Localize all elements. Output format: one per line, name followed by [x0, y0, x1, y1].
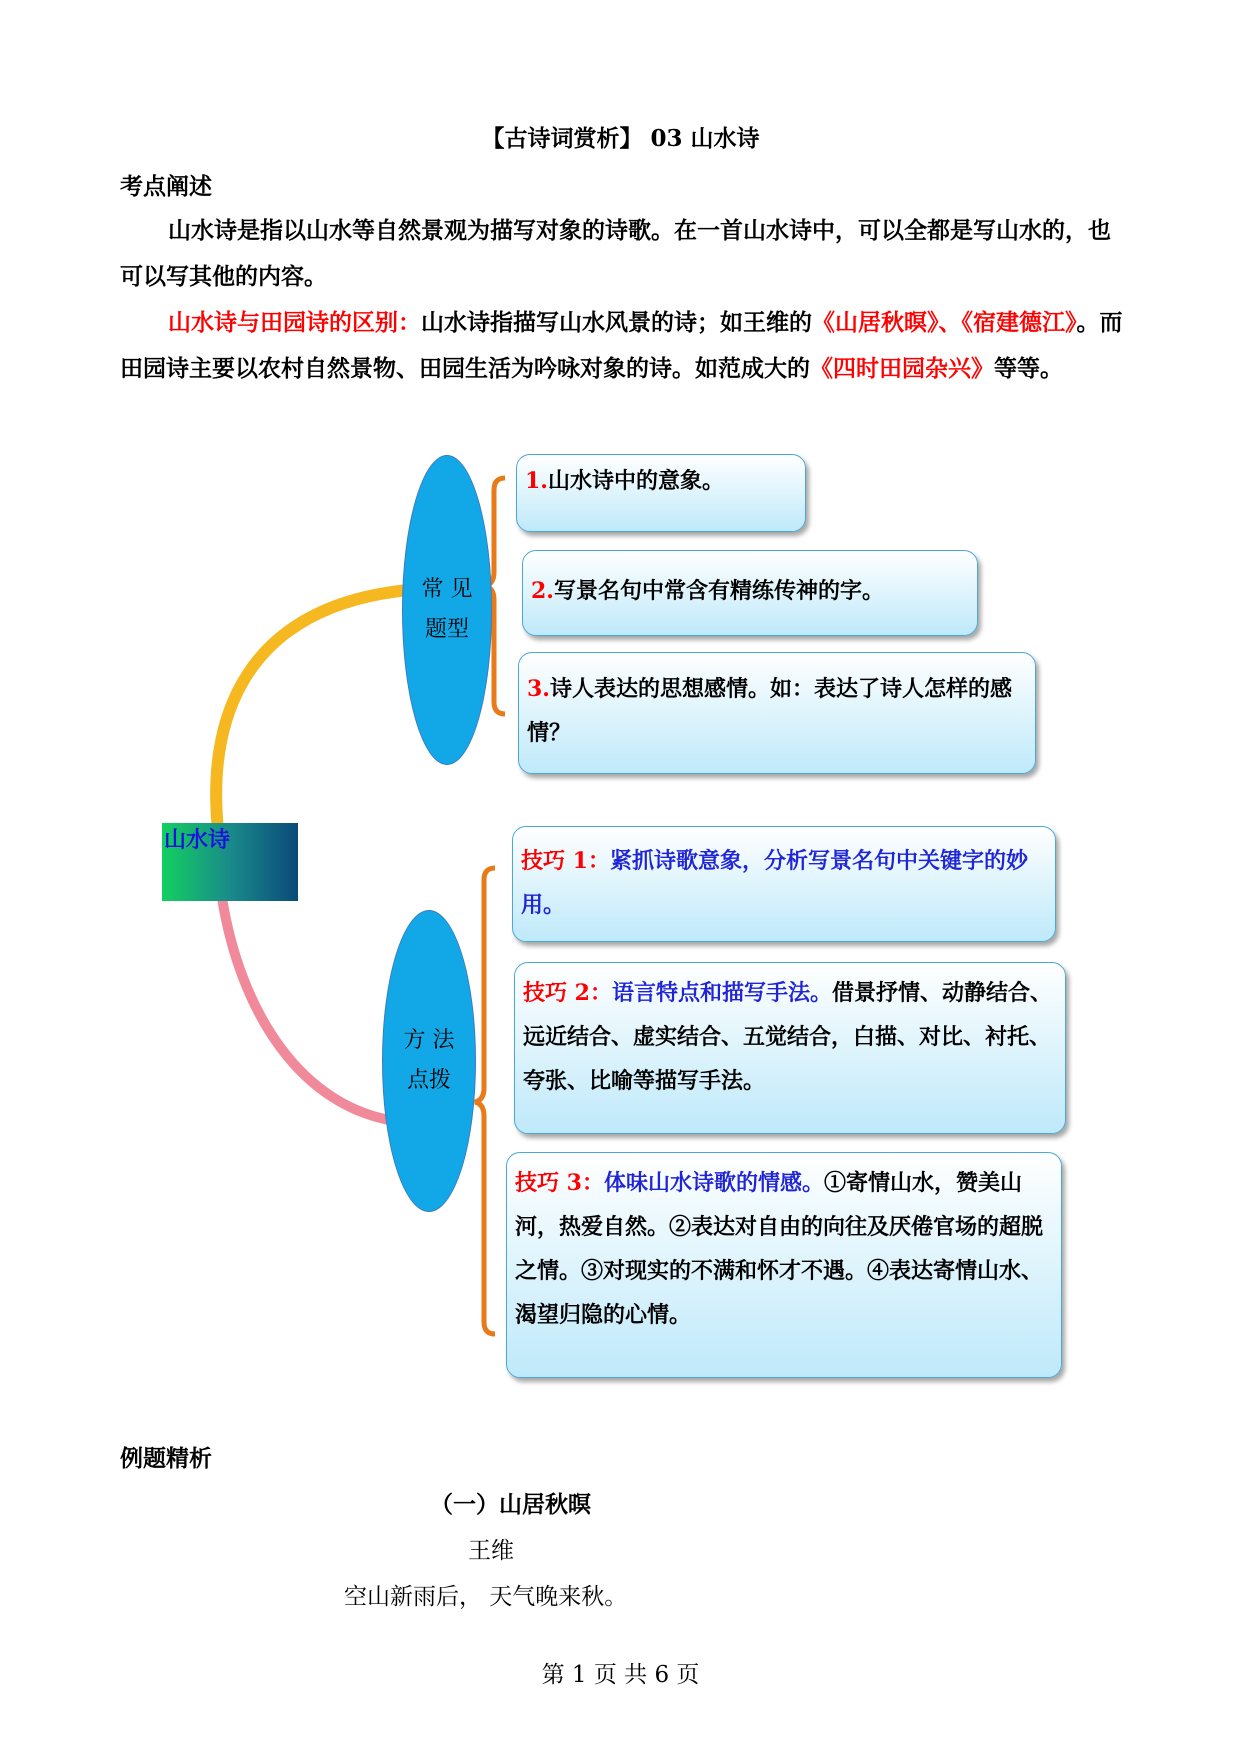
type-1-text: 山水诗中的意象。 [547, 468, 724, 494]
difference-text-2: 。而田园诗主要以农村自然景物、田园生活为吟咏对象的诗。如范成大的 [120, 309, 1123, 382]
tip-box-1 [512, 826, 1056, 942]
branch-common-types-label-2: 题型 [424, 617, 469, 642]
tip-2-label: 技巧 2： [523, 980, 612, 1006]
type-1-number: 1. [525, 468, 548, 494]
mindmap-root [162, 823, 298, 901]
difference-text-3: 等等。 [994, 355, 1063, 382]
type-3-text: 诗人表达的思想感情。如：表达了诗人怎样的感情？ [527, 676, 1012, 746]
tip-3-highlight: 体味山水诗歌的情感。 [603, 1170, 824, 1196]
poem-title: （一）山居秋暝 [430, 1491, 591, 1518]
section-heading-examples: 例题精析 [120, 1445, 212, 1472]
section-heading-kaodian: 考点阐述 [120, 173, 212, 200]
type-box-1 [516, 454, 806, 532]
page-footer: 第 1 页 共 6 页 [541, 1662, 700, 1688]
branch-common-types-label-1: 常 见 [421, 577, 473, 602]
type-2-number: 2. [531, 578, 554, 604]
tip-box-3 [506, 1152, 1062, 1378]
type-2-text: 写景名句中常含有精练传神的字。 [553, 578, 884, 604]
tip-2-text: 借景抒情、动静结合、远近结合、虚实结合、五觉结合，白描、对比、衬托、夸张、比喻等描写手法。 [523, 980, 1052, 1094]
mindmap-root-label: 山水诗 [164, 827, 231, 853]
difference-label: 山水诗与田园诗的区别： [168, 309, 421, 336]
type-box-3 [518, 652, 1036, 774]
tip-3-label: 技巧 3： [515, 1170, 604, 1196]
tip-2-highlight: 语言特点和描写手法。 [611, 980, 832, 1006]
type-box-2 [522, 550, 978, 636]
difference-works-1: 《山居秋暝》、《宿建德江》 [812, 309, 1077, 336]
type-3-number: 3. [527, 676, 550, 702]
brace-bottom [475, 868, 495, 1334]
poem-author: 王维 [468, 1538, 514, 1564]
branch-method-tips-label-2: 点拨 [406, 1068, 451, 1093]
poem-line-1: 空山新雨后， 天气晚来秋。 [344, 1584, 628, 1610]
connector-top-curve [216, 590, 408, 830]
difference-text-1: 山水诗指描写山水风景的诗；如王维的 [421, 309, 812, 336]
intro-paragraph: 山水诗是指以山水等自然景观为描写对象的诗歌。在一首山水诗中，可以全都是写山水的，也可以写其他的内容。 [120, 217, 1111, 290]
tip-3-text: ①寄情山水，赞美山河，热爱自然。②表达对自由的向往及厌倦官场的超脱之情。③对现实的不满和怀才不遇。④表达寄情山水、渴望归隐的心情。 [515, 1170, 1044, 1328]
branch-method-tips [382, 910, 476, 1212]
page-title: 【古诗词赏析】 03 山水诗 [481, 125, 760, 152]
branch-method-tips-label-1: 方 法 [403, 1028, 455, 1053]
tip-1-highlight: 紧抓诗歌意象，分析写景名句中关键字的妙用。 [521, 848, 1028, 918]
difference-works-2: 《四时田园杂兴》 [810, 355, 994, 382]
branch-common-types [402, 455, 492, 765]
tip-1-label: 技巧 1： [521, 848, 610, 874]
tip-box-2 [514, 962, 1066, 1134]
connector-bottom-curve [222, 898, 402, 1122]
